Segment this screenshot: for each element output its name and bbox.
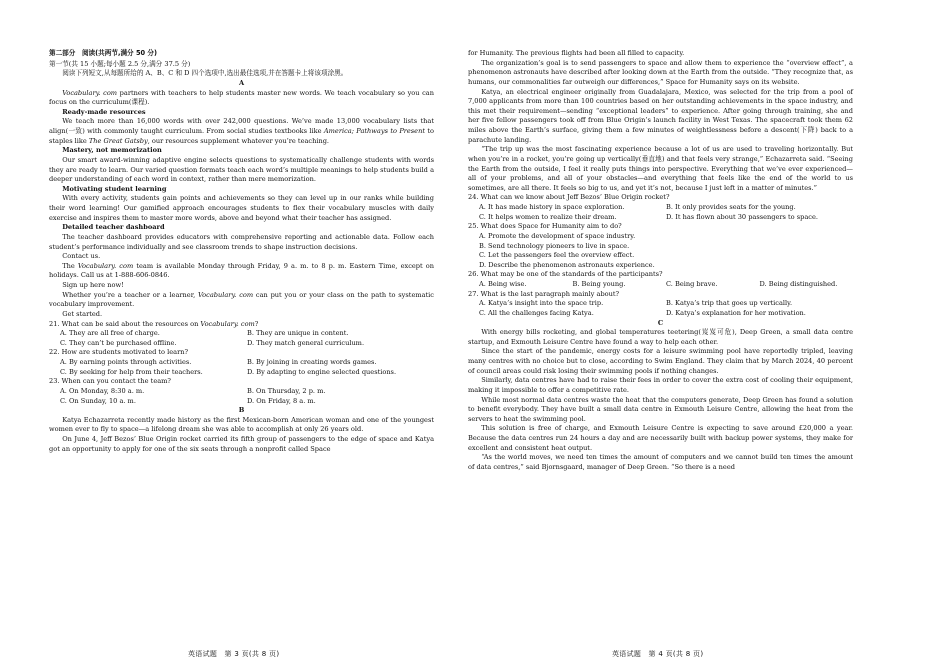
- text: ?: [254, 319, 259, 328]
- passage-c-paragraph-1: With energy bills rocketing, and global temperatures teetering(岌岌可危), Deep Green, a small data centre startup, and Exmouth Leisure Centre have found a way to help each other.: [468, 328, 853, 346]
- option: B. They are unique in content.: [247, 329, 349, 338]
- heading-mastery: Mastery, not memorization: [62, 146, 162, 155]
- option: B. Being young.: [572, 280, 626, 288]
- passage-a-label: A: [238, 78, 245, 87]
- passage-c-paragraph-4: While most normal data centres waste the heat that the computers generate, Deep Green has found a solution to benefit everybody. They have built a small data centre in Exmouth Leisure Centre, allowing the heat from the servers to heat the swimming pool.: [468, 395, 853, 423]
- passage-b-label: B: [238, 406, 245, 415]
- site-name: Vocabulary. com: [62, 88, 118, 97]
- text: to staples like: [49, 127, 434, 145]
- text: team is available Monday through Friday, 9 a. m. to 8 p. m. Eastern Time, except on holidays. Call us at 1-888-606-0846.: [49, 261, 434, 280]
- passage-b-paragraph-1: Katya Echazarreta recently made history as the first Mexican-born American woman and one of the youngest women ever to fly to space—a lifelong dream she was able to accomplish at only 26 years old.: [49, 415, 434, 434]
- option: A. By earning points through activities.: [60, 358, 192, 366]
- question-27: 27. What is the last paragraph mainly about?: [468, 289, 620, 298]
- question-25: 25. What does Space for Humanity aim to do?: [468, 222, 622, 231]
- option: A. On Monday, 8:30 a. m.: [60, 386, 145, 395]
- option: B. By joining in creating words games.: [247, 358, 377, 366]
- text: can put you or your class on the path to systematic vocabulary improvement.: [49, 290, 434, 309]
- text: , our resources supplement whatever you’re teaching.: [147, 136, 330, 145]
- question-23: 23. When can you contact the team?: [49, 377, 171, 386]
- option: D. Describe the phenomenon astronauts experience.: [479, 260, 655, 269]
- question-21: [49, 320, 434, 330]
- paragraph-ready-made: [49, 117, 434, 146]
- page-footer-right: 英语试题 第 4 页(共 8 页): [612, 650, 704, 658]
- paragraph-motivating: With every activity, students gain points and achievements so they can level up in our ranks while building their word learning! Our gamified approach encourages students to flex their vocabulary muscles with daily exercise and inspires them to master more words, above and beyond what their teacher has assigned.: [49, 194, 434, 222]
- passage-b-paragraph-4: Katya, an electrical engineer originally from Guadalajara, Mexico, was selected for the trip from a pool of 7,000 applicants from more than 100 countries based on her outstanding achievements in the space industry, and this met their requirement—sending “exceptional leaders” to experience. After going through training, she and her five fellow passengers took off from Blue Origin’s launch facility in West Texas. The spacecraft took them 62 miles above the Earth’s surface, giving them a few minutes of weightlessness before a descent(下降) back to a parachute landing.: [468, 87, 853, 144]
- option: A. They are all free of charge.: [60, 329, 160, 338]
- sign-up: Sign up here now!: [62, 281, 124, 289]
- option: B. Send technology pioneers to live in space.: [479, 241, 630, 250]
- option: D. It has flown about 30 passengers to space.: [666, 212, 818, 221]
- option: B. It only provides seats for the young.: [666, 203, 796, 211]
- question-25-options: [468, 232, 853, 271]
- question-21-options: [49, 329, 434, 348]
- option: C. It helps women to realize their dream.: [479, 212, 617, 221]
- passage-b-paragraph-2: On June 4, Jeff Bezos’ Blue Origin rocket carried its fifth group of passengers to the edge of space and Katya got an opportunity to apply for one of the six seats through a nonprofit called Space: [49, 435, 434, 453]
- section-subtitle: 第一节(共 15 小题;每小题 2.5 分,满分 37.5 分): [49, 59, 191, 68]
- option: A. It has made history in space exploration.: [479, 203, 625, 211]
- instructions: 阅读下列短文,从每题所给的 A、B、C 和 D 四个选项中,选出最佳选项,并在答题卡上将该项涂黑。: [62, 69, 348, 78]
- text: Whether you’re a teacher or a learner,: [62, 290, 199, 299]
- page-footer-left: 英语试题 第 3 页(共 8 页): [188, 650, 280, 658]
- passage-c-paragraph-6: “As the world moves, we need ten times the amount of computers and we cannot build ten times the amount of data centres,” said Bjornsgaard, manager of Deep Green. “So there is a need: [468, 453, 853, 471]
- question-27-options: [468, 299, 853, 318]
- passage-c-paragraph-5: This solution is free of charge, and Exmouth Leisure Centre is expecting to save around £20,000 a year. Because the data centres run 24 hours a day and are necessarily built with backup power systems, they make for excellent and consistent heat output.: [468, 424, 853, 452]
- get-started: Get started.: [62, 309, 103, 318]
- option: C. They can’t be purchased offline.: [60, 338, 177, 347]
- option: A. Katya’s insight into the space trip.: [479, 299, 604, 308]
- text: 21. What can be said about the resources on: [49, 319, 201, 328]
- question-23-options: [49, 387, 434, 406]
- question-24: 24. What can we know about Jeff Bezos’ Blue Origin rocket?: [468, 193, 670, 202]
- heading-ready-made: Ready-made resources: [62, 107, 146, 116]
- option: C. On Sunday, 10 a. m.: [60, 396, 136, 405]
- site-name: Vocabulary. com: [77, 261, 134, 270]
- question-26: 26. What may be one of the standards of the participants?: [468, 270, 663, 279]
- question-26-options: [468, 280, 853, 290]
- option: A. Being wise.: [479, 280, 527, 288]
- option: D. Katya’s explanation for her motivation.: [666, 308, 806, 317]
- text: The: [62, 261, 78, 270]
- option: C. All the challenges facing Katya.: [479, 308, 594, 317]
- section-title: 第二部分 阅读(共两节,满分 50 分): [49, 49, 158, 57]
- option: D. By adapting to engine selected questions.: [247, 367, 397, 376]
- text: We teach more than 16,000 words with over 242,000 questions. We’ve made 13,000 vocabulary lists that align(一致) with commonly taught curriculum. From social studies textbooks like: [49, 117, 434, 135]
- paragraph-mastery: Our smart award-winning adaptive engine selects questions to systematically challenge students with words they are ready to learn. Our varied question formats teach each word’s multiple meanings to help students build a deeper understanding of each word in context, rather than mere memorization.: [49, 155, 434, 184]
- question-24-options: [468, 203, 853, 222]
- option: D. They match general curriculum.: [247, 338, 365, 347]
- heading-dashboard: Detailed teacher dashboard: [62, 223, 165, 232]
- intro-text: partners with teachers to help students master new words. We teach vocabulary so you can focus on the curriculum(课程).: [49, 88, 434, 107]
- option: D. Being distinguished.: [759, 280, 838, 288]
- site-name: Vocabulary. com: [198, 290, 254, 299]
- paragraph-path: [49, 291, 434, 310]
- passage-b-paragraph-5: “The trip up was the most fascinating experience because a lot of us are used to traveling horizontally. But when you’re in a rocket, you’re going up vertically(垂直地) and that feels very strange,” Echazarreta said. “Seeing the Earth from the outside, I feel it really puts things into perspective. Everything that we’ve ever experienced—all of your problems, and all of your obstacles—and everything that feels like the end of the world to us sometimes, are all there. It feels so big to us, and yet it’s not, because I just left in a matter of minutes.”: [468, 145, 853, 192]
- question-22-options: [49, 358, 434, 377]
- passage-c-paragraph-2: Since the start of the pandemic, energy costs for a leisure swimming pool have reportedly tripled, leaving many centres with no choice but to close, according to Swim England. They claim that by March 2024, 40 percent of council areas could risk losing their swimming pools if nothing changes.: [468, 347, 853, 375]
- passage-b-continued: for Humanity. The previous flights had been all filled to capacity.: [468, 49, 685, 57]
- paragraph-contact: [49, 262, 434, 281]
- option: C. Let the passengers feel the overview effect.: [479, 251, 635, 260]
- question-22: 22. How are students motivated to learn?: [49, 348, 188, 357]
- option: D. On Friday, 8 a. m.: [247, 396, 316, 405]
- left-column: [49, 49, 434, 454]
- contact-us: Contact us.: [62, 252, 101, 261]
- book-title: The Great Gatsby: [88, 136, 148, 145]
- heading-motivating: Motivating student learning: [62, 184, 167, 193]
- option: A. Promote the development of space industry.: [479, 231, 636, 240]
- right-column: [468, 49, 853, 473]
- passage-b-paragraph-3: The organization’s goal is to send passengers to space and allow them to experience the “overview effect”, a phenomenon astronauts have described after looking down at the Earth from the outside. “They recognize that, as humans, our commonalities far outweigh our differences,” Space for Humanity says on its website.: [468, 58, 853, 86]
- option: C. By seeking for help from their teachers.: [60, 367, 203, 376]
- option: C. Being brave.: [666, 280, 718, 288]
- passage-a-intro: [49, 89, 434, 108]
- option: B. Katya’s trip that goes up vertically.: [666, 299, 793, 308]
- option: B. On Thursday, 2 p. m.: [247, 386, 326, 395]
- site-name: Vocabulary. com: [200, 319, 255, 328]
- paragraph-dashboard: The teacher dashboard provides educators with comprehensive reporting and actionable data. Follow each student’s performance individually and see classroom trends to shape instruction decisions.: [49, 232, 434, 251]
- passage-c-paragraph-3: Similarly, data centres have had to raise their fees in order to cover the extra cost of cooling their equipment, making it impossible to offer a competitive rate.: [468, 376, 853, 394]
- passage-c-label: C: [657, 318, 664, 327]
- book-title: America; Pathways to Present: [323, 127, 425, 135]
